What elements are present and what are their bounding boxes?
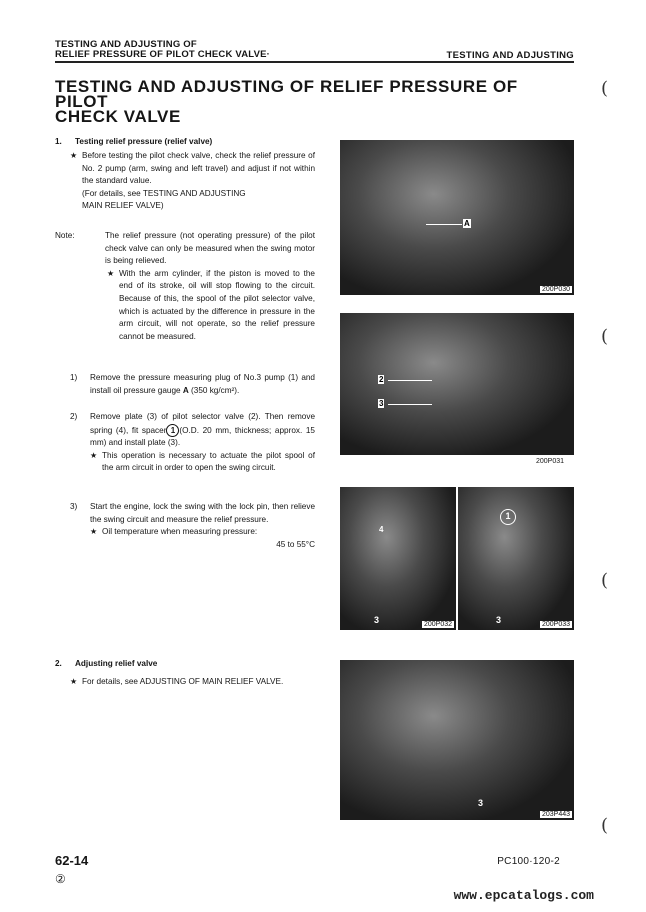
figure4-code: 200P033 [541,621,570,628]
title-line2: CHECK VALVE [55,107,181,126]
photo-figure-3 [340,487,456,630]
note-star-text: With the arm cylinder, if the piston is moved to the end of its stroke, oil will stop flowing to the circuit. Because of this, the spool of the pilot selector valve, which is actuated by the difference in pressure in the arm circuit, will not operate, so the relief pressure cannot be measured. [119,268,315,341]
photo-figure-4 [458,487,574,630]
figure1-tag-a: A [464,219,470,228]
title-line1: TESTING AND ADJUSTING OF RELIEF PRESSURE OF PILOT [55,77,518,111]
star-bullet: ★ [70,677,78,686]
oil-temperature: 45 to 55°C [276,539,315,549]
section2-star [70,676,315,689]
figure4-callout-1: 1 [500,509,516,525]
page-number: 62-14 [55,853,89,868]
leader-line [388,380,432,381]
step1-text-a: Remove the pressure measuring plug of No.3 pump (1) and install oil pressure gauge [90,373,315,395]
photo-figure-5 [340,660,574,820]
photo-figure-1 [340,140,574,295]
figure2-code: 200P031 [536,458,565,465]
star1-text: Before testing the pilot check valve, check the relief pressure of No. 2 pump (arm, swing and left travel) and adjust if not within the standard value. [82,151,315,186]
figure2-tag-3: 3 [379,399,384,408]
page-title [55,79,575,124]
note-text: The relief pressure (not operating pressure) of the pilot check valve can only be measured when the swing motor is being relieved. [105,231,315,266]
star-bullet: ★ [70,151,78,160]
model-number: PC100·120-2 [497,856,560,867]
figure5-code: 203P443 [541,811,570,818]
step1-text-b: (350 kg/cm²). [188,385,240,395]
step2 [70,411,315,475]
figure5-callout-3: 3 [478,798,484,808]
margin-mark: ( [600,326,608,347]
step3-star-text: Oil temperature when measuring pressure: [102,527,258,537]
star1-ref1: (For details, see TESTING AND ADJUSTING [82,188,246,198]
gauge-label: A [182,385,189,395]
running-header-left [55,40,270,60]
header-left-line1: TESTING AND ADJUSTING OF [55,39,197,50]
section1-number: 1. [55,137,62,146]
step1-number: 1) [70,373,78,382]
star-bullet: ★ [107,268,115,278]
step2-text-a: Remove plate (3) of pilot selector valve (2). Then remove spring (4), fit spacer [90,412,315,435]
margin-mark: ( [600,815,608,836]
margin-mark: ( [600,78,608,99]
watermark-url[interactable]: www.epcatalogs.com [453,888,594,903]
figure3-code: 200P032 [423,621,452,628]
photo-figure-2 [340,313,574,455]
section1-heading: Testing relief pressure (relief valve) [75,137,213,146]
margin-mark: ( [600,570,608,591]
header-rule [55,61,574,63]
section2-heading-row [55,658,315,671]
step3-text: Start the engine, lock the swing with the lock pin, then relieve the swing circuit and measure the relief pressure. [90,502,315,524]
figure2-tag-2: 2 [379,375,384,384]
step1 [70,372,315,397]
section1-star1 [70,150,315,213]
running-header-right: TESTING AND ADJUSTING [446,50,574,61]
step2-number: 2) [70,412,78,421]
step3-number: 3) [70,502,78,511]
section1-heading-row [55,136,335,149]
revision-mark: ② [55,872,66,886]
section2-star-text: For details, see ADJUSTING OF MAIN RELIEF VALVE. [82,677,284,686]
step2-star-text: This operation is necessary to actuate the pilot spool of the arm circuit in order to open the swing circuit. [102,450,315,473]
figure1-code: 200P030 [541,286,570,293]
star-bullet: ★ [90,450,98,460]
section2-number: 2. [55,659,62,668]
figure3-callout-3: 3 [374,615,380,625]
spacer-callout: 1 [166,424,179,437]
leader-line [426,224,462,225]
section2-heading: Adjusting relief valve [75,659,158,668]
note-label: Note: [55,231,75,240]
star1-ref2: MAIN RELIEF VALVE) [82,201,164,211]
step2-text-b: (O.D. 20 mm, thickness; approx. 15 mm) and install plate (3). [90,425,315,448]
figure4-callout-3: 3 [496,615,502,625]
section1-note [55,230,315,343]
star-bullet: ★ [90,527,98,537]
figure3-tag-4: 4 [379,525,384,534]
header-left-line2: RELIEF PRESSURE OF PILOT CHECK VALVE· [55,49,271,60]
step3 [70,501,315,551]
leader-line [388,404,432,405]
